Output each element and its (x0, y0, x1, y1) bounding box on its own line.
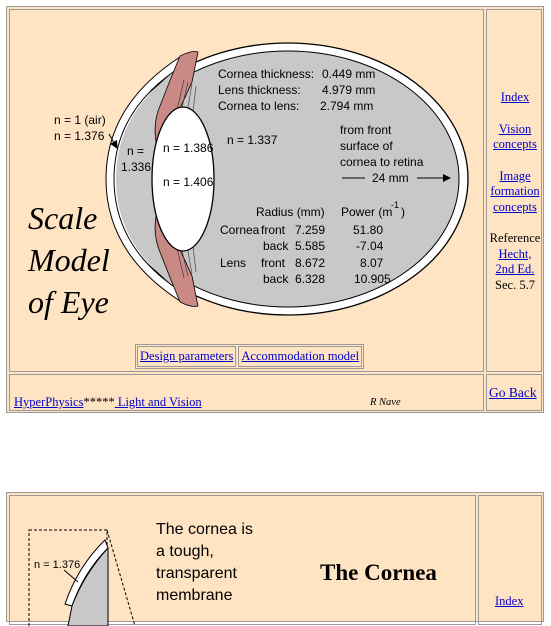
vision-concepts-link[interactable] (487, 122, 543, 153)
light-and-vision-link[interactable]: Light and Vision (114, 395, 202, 409)
footer-stars: ***** (83, 395, 115, 409)
radius-header: Radius (mm) (256, 205, 325, 219)
front-note-3: cornea to retina (340, 155, 424, 169)
footer-links (14, 395, 202, 410)
label-n-lens-core: n = 1.406 (163, 175, 214, 189)
row-cornea-back-surface: back (263, 239, 289, 253)
front-note-1: from front (340, 123, 392, 137)
cornea-side-cell (478, 495, 542, 625)
side-nav-cell (486, 9, 542, 372)
cornea-text-line-2: a tough, (156, 543, 214, 560)
cornea-text-line-1: The cornea is (156, 521, 253, 538)
power-close: ) (401, 205, 405, 219)
row-lens-back-surface: back (263, 272, 289, 286)
image-formation-line-2: formation (490, 184, 540, 198)
cornea-panel (6, 492, 544, 622)
label-n-lens-outer: n = 1.386 (163, 141, 214, 155)
cornea-thickness-value: 0.449 mm (322, 67, 376, 81)
label-n-cornea: n = 1.376 (54, 129, 105, 143)
image-formation-link[interactable] (487, 169, 543, 216)
hecht-reference-link[interactable] (487, 247, 543, 278)
author-credit: R Nave (370, 397, 401, 408)
power-exponent: -1 (391, 200, 400, 210)
power-header: Power (m (341, 205, 393, 219)
cornea-to-lens-value: 2.794 mm (320, 99, 374, 113)
cornea-label-pointer (64, 570, 78, 582)
title-line-3: of Eye (28, 284, 109, 320)
row-cornea-front-power: 51.80 (353, 223, 384, 237)
reference-section: Sec. 5.7 (495, 277, 535, 292)
eye-length-value: 24 mm (372, 171, 409, 185)
reference-label: Reference (489, 231, 541, 245)
cornea-n-label: n = 1.376 (34, 559, 81, 571)
vision-concepts-line-2: concepts (493, 137, 537, 151)
row-lens-back-radius: 6.328 (295, 272, 326, 286)
cornea-title: The Cornea (320, 560, 437, 585)
row-cornea-front-radius: 7.259 (295, 223, 326, 237)
label-n-aqueous-a: n = (127, 144, 145, 158)
image-formation-line-3: concepts (493, 199, 537, 214)
side-nav (487, 90, 543, 293)
row-lens-front-group: Lens (220, 256, 247, 270)
footer-cell (9, 374, 484, 411)
hyperphysics-link[interactable]: HyperPhysics (14, 395, 84, 409)
row-cornea-back-radius: 5.585 (295, 239, 326, 253)
diagram-cell (9, 9, 484, 372)
front-note-2: surface of (340, 139, 393, 153)
eye-model-panel (6, 6, 544, 413)
hecht-line-2: 2nd Ed. (495, 262, 535, 276)
cornea-diagram-cell (9, 495, 476, 625)
title-line-2: Model (28, 242, 110, 278)
row-lens-back-power: 10.905 (354, 272, 391, 286)
image-formation-line-1: Image (499, 168, 531, 183)
go-back-link[interactable]: Go Back (489, 385, 537, 400)
lens-thickness-value: 4.979 mm (322, 83, 376, 97)
cornea-text-line-3: transparent (156, 565, 237, 582)
cornea-index-link[interactable]: Index (495, 594, 524, 608)
row-lens-front-surface: front (261, 256, 286, 270)
design-parameters-button[interactable]: Design parameters (137, 346, 236, 367)
accommodation-model-button[interactable]: Accommodation model (238, 346, 362, 367)
row-cornea-front-surface: front (261, 223, 286, 237)
hecht-line-1: Hecht, (498, 246, 532, 261)
lens-thickness-label: Lens thickness: (218, 83, 301, 97)
label-n-vitreous: n = 1.337 (227, 133, 278, 147)
row-lens-front-radius: 8.672 (295, 256, 326, 270)
cornea-text-line-4: membrane (156, 587, 233, 604)
cornea-to-lens-label: Cornea to lens: (218, 99, 300, 113)
cornea-diagram (10, 496, 477, 626)
row-cornea-front-group: Cornea (220, 223, 260, 237)
row-lens-front-power: 8.07 (360, 256, 384, 270)
model-button-group (135, 344, 364, 369)
label-n-air: n = 1 (air) (54, 113, 106, 127)
go-back-cell (486, 374, 542, 411)
label-n-aqueous-b: 1.336 (121, 160, 152, 174)
cornea-thickness-label: Cornea thickness: (218, 67, 315, 81)
index-link[interactable]: Index (500, 90, 530, 104)
zoom-line (107, 530, 135, 626)
title-line-1: Scale (28, 200, 98, 236)
row-cornea-back-power: -7.04 (356, 239, 384, 253)
vision-concepts-line-1: Vision (498, 121, 532, 136)
